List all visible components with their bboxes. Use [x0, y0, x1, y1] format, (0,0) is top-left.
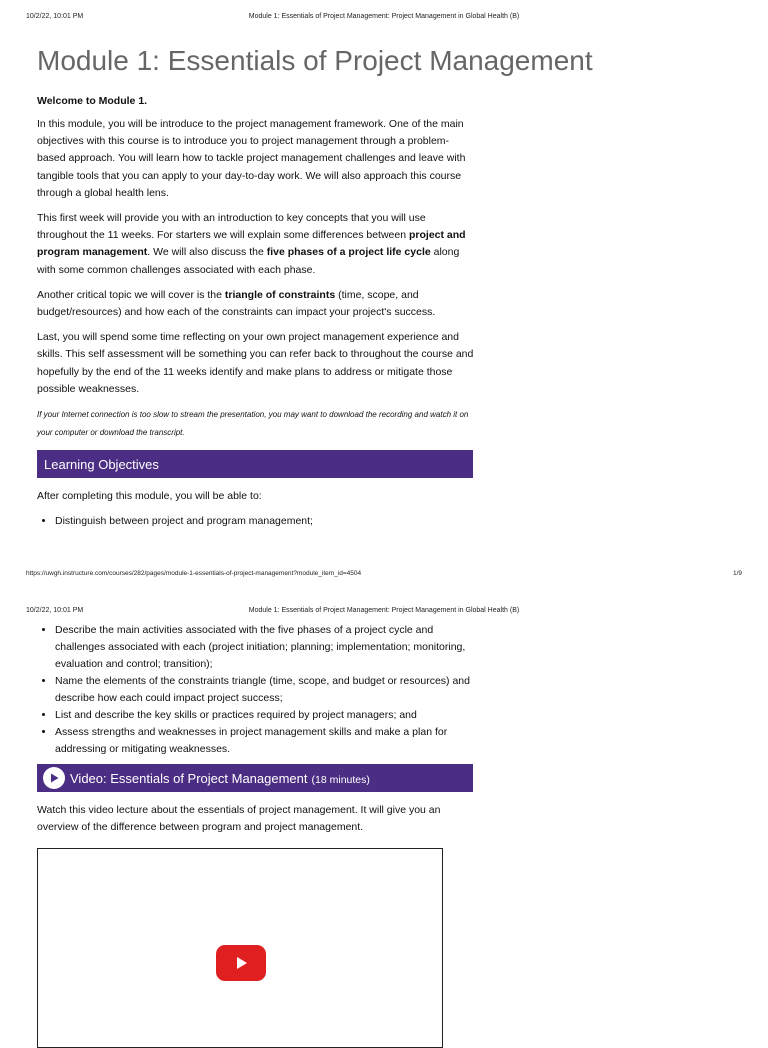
objective-item: • Assess strengths and weaknesses in project management skills and make a plan for addressing or mitigating weaknesses.	[55, 724, 477, 758]
week-text-1: This first week will provide you with an introduction to key concepts that you will use throughout the 11 weeks. For starters we will explain some differences between	[37, 212, 426, 242]
constraints-text-2: (time, scope, and budget/resources) and how each of the constraints can impact your project's success.	[37, 288, 436, 319]
learning-objectives-banner	[37, 450, 473, 478]
objectives-list-page-1	[37, 513, 477, 530]
video-banner	[37, 764, 473, 792]
week-bold-1: project and program management	[37, 229, 466, 259]
video-heading	[65, 771, 370, 786]
video-heading-text: Video: Essentials of Project Management	[70, 770, 308, 786]
objective-item: • Describe the main activities associated with the five phases of a project cycle and challenges associated with each (project initiation; planning; implementation; monitoring, evaluation and control; transition);	[55, 622, 477, 673]
week-bold-2: five phases of a project life cycle	[266, 246, 431, 259]
objective-item: • Distinguish between project and program management;	[55, 513, 477, 530]
learning-objectives-heading: Learning Objectives	[44, 456, 159, 472]
print-url: https://uwgh.instructure.com/courses/282/pages/module-1-essentials-of-project-management?module_item_id=4504	[26, 570, 362, 577]
print-footer	[26, 570, 742, 582]
page-1-content	[37, 40, 593, 530]
objective-item: • List and describe the key skills or practices required by project managers; and	[55, 707, 477, 724]
welcome-heading: Welcome to Module 1.	[37, 95, 148, 107]
print-header-page-2	[26, 607, 742, 621]
constraints-bold: triangle of constraints	[224, 288, 336, 301]
objectives-list-page-2	[37, 622, 477, 758]
constraints-text-1: Another critical topic we will cover is the	[37, 288, 225, 301]
youtube-play-icon	[233, 955, 249, 971]
print-page-number: 1/9	[732, 570, 742, 577]
objectives-lead: After completing this module, you will be able to:	[37, 490, 262, 503]
print-timestamp: 10/2/22, 10:01 PM	[26, 13, 84, 20]
page-2-content	[37, 622, 477, 836]
video-player[interactable]	[37, 848, 443, 1048]
connection-note: If your Internet connection is too slow to stream the presentation, you may want to download the recording and watch it on your computer or download the transcript.	[37, 410, 469, 438]
print-page-title: Module 1: Essentials of Project Management: Project Management in Global Health (B)	[248, 13, 520, 20]
intro-paragraph: In this module, you will be introduce to the project management framework. One of the main objectives with this course is to introduce you to project management through a problem-based approach. You will learn how to tackle project management challenges and leave with tangible tools that you can apply to your day-to-day work. We will also approach this course through a global health lens.	[37, 118, 466, 199]
week-paragraph	[37, 210, 477, 279]
constraints-paragraph	[37, 287, 477, 321]
print-header	[26, 13, 742, 27]
week-text-2: . We will also discuss the	[147, 246, 267, 259]
reflection-paragraph: Last, you will spend some time reflecting on your own project management experience and skills. This self assessment will be something you can refer back to throughout the course and hopefully by the end of the 11 weeks identify and make plans to address or mitigate those possible weaknesses.	[37, 331, 474, 395]
video-description: Watch this video lecture about the essentials of project management. It will give you an overview of the difference between program and project management.	[37, 804, 441, 834]
print-page-title: Module 1: Essentials of Project Management: Project Management in Global Health (B)	[248, 607, 520, 614]
video-duration: (18 minutes)	[311, 773, 370, 786]
page-title: Module 1: Essentials of Project Management	[37, 45, 593, 76]
objective-item: • Name the elements of the constraints triangle (time, scope, and budget or resources) and describe how each could impact project success;	[55, 673, 477, 707]
print-timestamp: 10/2/22, 10:01 PM	[26, 607, 84, 614]
youtube-play-button[interactable]	[216, 945, 266, 981]
week-text-3: along with some common challenges associated with each phase.	[37, 246, 460, 276]
play-circle-icon	[43, 767, 65, 789]
